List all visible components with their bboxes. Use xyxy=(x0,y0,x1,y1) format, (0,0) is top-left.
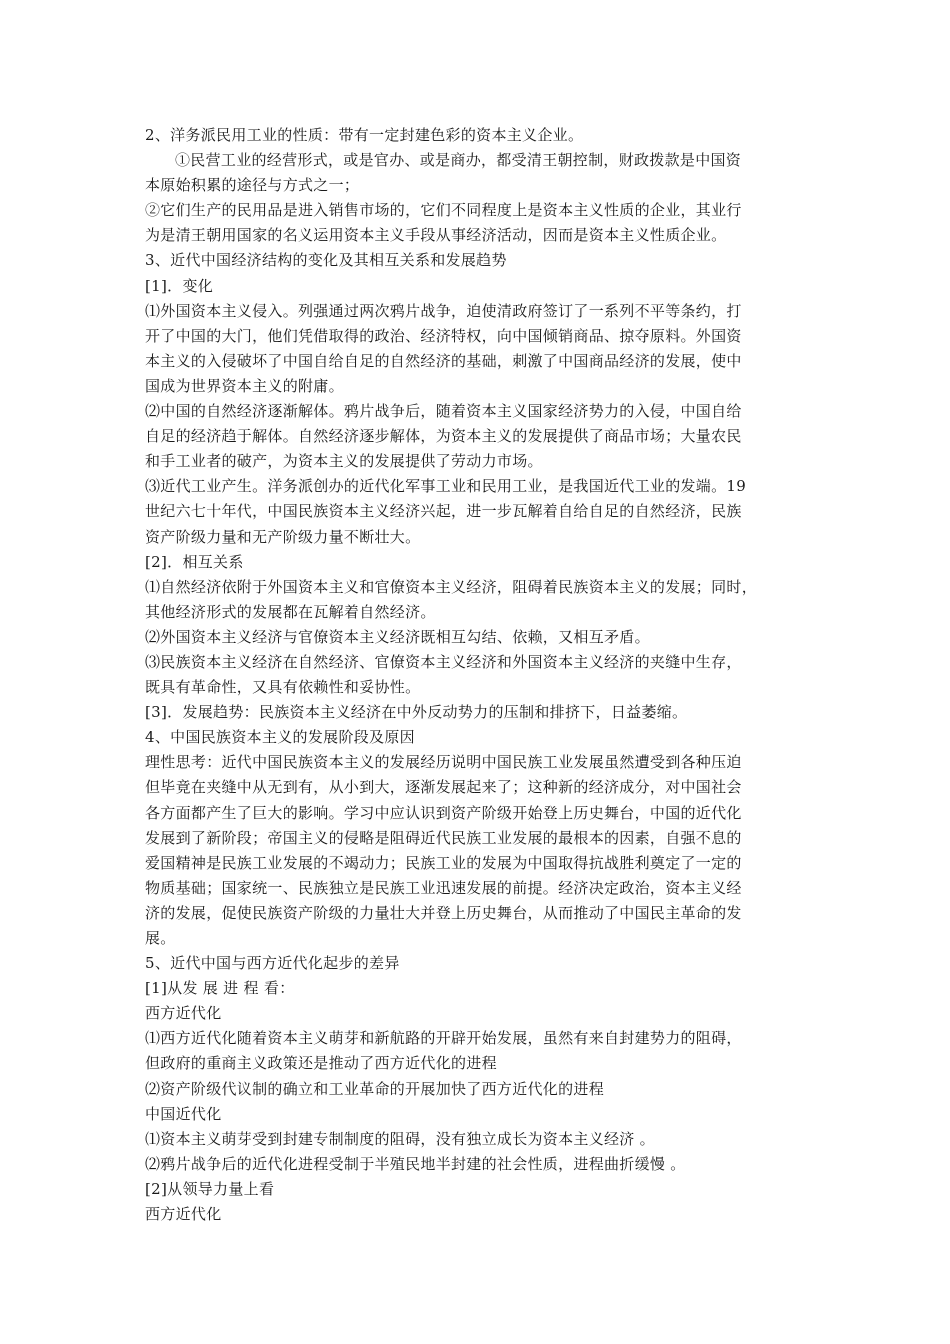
paragraph-line: 发展到了新阶段；帝国主义的侵略是阻碍近代民族工业发展的最根本的因素，自强不息的 xyxy=(145,828,742,847)
paragraph-line: 世纪六七十年代，中国民族资本主义经济兴起，进一步瓦解着自给自足的自然经济，民族 xyxy=(145,502,742,521)
paragraph-line: 国成为世界资本主义的附庸。 xyxy=(145,376,344,395)
paragraph-line: ⑵外国资本主义经济与官僚资本主义经济既相互勾结、依赖，又相互矛盾。 xyxy=(145,627,650,646)
paragraph-line: ⑶民族资本主义经济在自然经济、官僚资本主义经济和外国资本主义经济的夹缝中生存， xyxy=(145,652,742,671)
paragraph-line: 自足的经济趋于解体。自然经济逐步解体，为资本主义的发展提供了商品市场；大量农民 xyxy=(145,427,742,446)
paragraph-line: 本主义的入侵破坏了中国自给自足的自然经济的基础，刺激了中国商品经济的发展，使中 xyxy=(145,351,742,370)
paragraph-line: ②它们生产的民用品是进入销售市场的，它们不同程度上是资本主义性质的企业，其业行 xyxy=(145,201,742,220)
paragraph-line: 本原始积累的途径与方式之一； xyxy=(145,176,360,195)
paragraph-line: 既具有革命性，又具有依赖性和妥协性。 xyxy=(145,678,421,697)
paragraph-line: ⑴资本主义萌芽受到封建专制制度的阻碍，没有独立成长为资本主义经济 。 xyxy=(145,1129,655,1148)
paragraph-line: 资产阶级力量和无产阶级力量不断壮大。 xyxy=(145,527,421,546)
paragraph-line: 其他经济形式的发展都在瓦解着自然经济。 xyxy=(145,602,436,621)
paragraph-line: 为是清王朝用国家的名义运用资本主义手段从事经济活动，因而是资本主义性质企业。 xyxy=(145,226,727,245)
paragraph-line: ⑴西方近代化随着资本主义萌芽和新航路的开辟开始发展，虽然有来自封建势力的阻碍， xyxy=(145,1029,742,1048)
subheading: [2]从领导力量上看 xyxy=(145,1179,275,1198)
paragraph-line: 理性思考：近代中国民族资本主义的发展经历说明中国民族工业发展虽然遭受到各种压迫 xyxy=(145,753,742,772)
paragraph-line: 和手工业者的破产，为资本主义的发展提供了劳动力市场。 xyxy=(145,452,543,471)
paragraph-line: ⑴自然经济依附于外国资本主义和官僚资本主义经济，阻碍着民族资本主义的发展；同时， xyxy=(145,577,758,596)
subheading: 西方近代化 xyxy=(145,1205,222,1224)
heading-2: 2、洋务派民用工业的性质：带有一定封建色彩的资本主义企业。 xyxy=(145,126,584,144)
paragraph-line: ⑴外国资本主义侵入。列强通过两次鸦片战争，迫使清政府签订了一系列不平等条约，打 xyxy=(145,301,742,320)
heading-4: 4、中国民族资本主义的发展阶段及原因 xyxy=(145,728,415,747)
paragraph-line: 各方面都产生了巨大的影响。学习中应认识到资产阶级开始登上历史舞台，中国的近代化 xyxy=(145,803,742,822)
subheading: [1]．变化 xyxy=(145,276,214,295)
paragraph-line: 但毕竟在夹缝中从无到有，从小到大，逐渐发展起来了；这种新的经济成分，对中国社会 xyxy=(145,778,742,797)
heading-5: 5、近代中国与西方近代化起步的差异 xyxy=(145,954,400,973)
paragraph-line: 济的发展，促使民族资产阶级的力量壮大并登上历史舞台，从而推动了中国民主革命的发 xyxy=(145,903,742,922)
paragraph-line: ⑵资产阶级代议制的确立和工业革命的开展加快了西方近代化的进程 xyxy=(145,1079,605,1098)
subheading: 中国近代化 xyxy=(145,1104,222,1123)
paragraph-line: 爱国精神是民族工业发展的不竭动力；民族工业的发展为中国取得抗战胜利奠定了一定的 xyxy=(145,853,742,872)
paragraph-line: ①民营工业的经营形式，或是官办、或是商办，都受清王朝控制，财政拨款是中国资 xyxy=(175,151,742,170)
paragraph-line: 开了中国的大门，他们凭借取得的政治、经济特权，向中国倾销商品、掠夺原料。外国资 xyxy=(145,326,742,345)
subheading: 西方近代化 xyxy=(145,1004,222,1023)
subheading: [3]．发展趋势：民族资本主义经济在中外反动势力的压制和排挤下，日益萎缩。 xyxy=(145,703,688,722)
paragraph-line: 展。 xyxy=(145,929,176,947)
paragraph-line: ⑵中国的自然经济逐渐解体。鸦片战争后，随着资本主义国家经济势力的入侵，中国自给 xyxy=(145,402,742,421)
subheading: [1]从发 展 进 程 看： xyxy=(145,979,295,998)
paragraph-line: 但政府的重商主义政策还是推动了西方近代化的进程 xyxy=(145,1054,497,1073)
paragraph-line: 物质基础；国家统一、民族独立是民族工业迅速发展的前提。经济决定政治，资本主义经 xyxy=(145,878,742,897)
subheading: [2]．相互关系 xyxy=(145,552,244,571)
document-body xyxy=(145,123,810,1227)
paragraph-line: ⑵鸦片战争后的近代化进程受制于半殖民地半封建的社会性质，进程曲折缓慢 。 xyxy=(145,1154,686,1173)
heading-3: 3、近代中国经济结构的变化及其相互关系和发展趋势 xyxy=(145,251,507,270)
paragraph-line: ⑶近代工业产生。洋务派创办的近代化军事工业和民用工业，是我国近代工业的发端。19 xyxy=(145,477,747,496)
